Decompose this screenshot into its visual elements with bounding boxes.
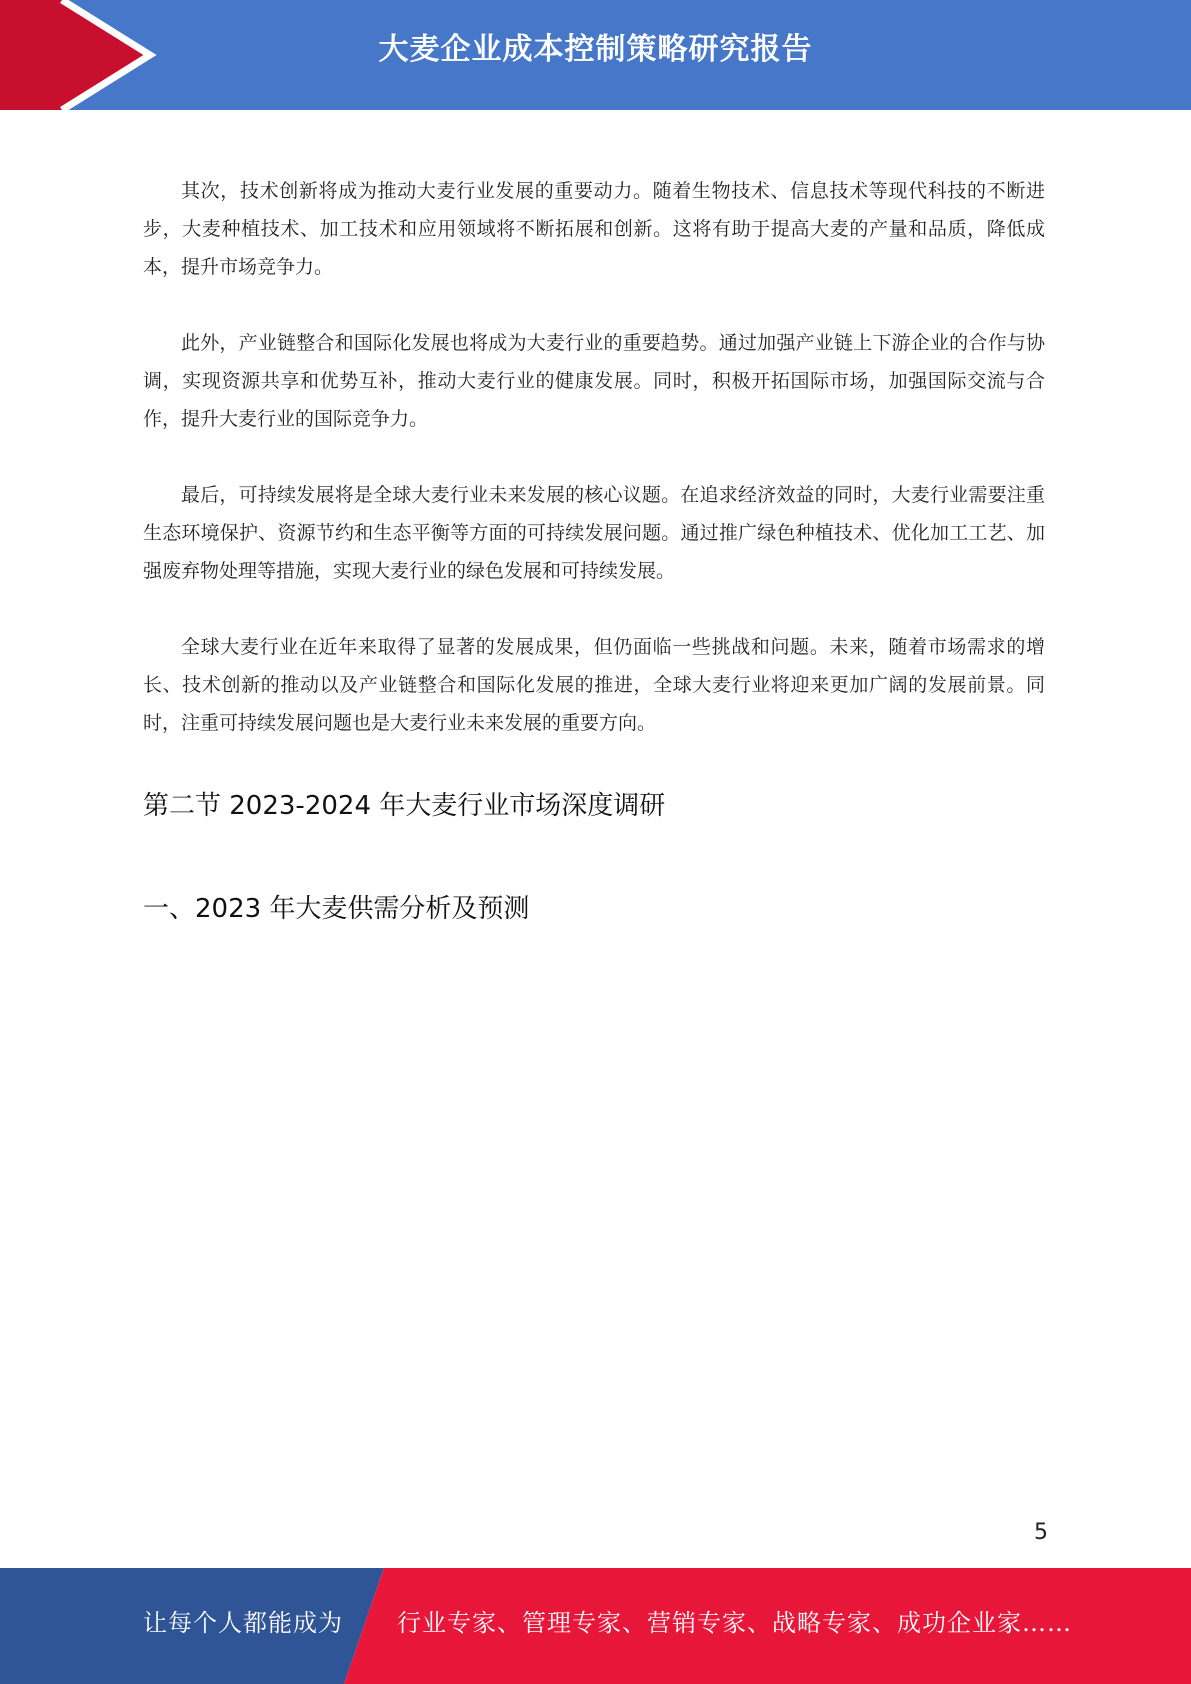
- footer-banner: [0, 1568, 1191, 1684]
- sub-heading: 一、2023 年大麦供需分析及预测: [143, 894, 530, 924]
- section-heading: 第二节 2023-2024 年大麦行业市场深度调研: [143, 791, 666, 821]
- paragraph-industry-chain: 此外，产业链整合和国际化发展也将成为大麦行业的重要趋势。通过加强产业链上下游企业的合作与协调，实现资源共享和优势互补，推动大麦行业的健康发展。同时，积极开拓国际市场，加强国际交流与合作，提升大麦行业的国际竞争力。: [143, 332, 1045, 430]
- page-number: 5: [1034, 1520, 1048, 1545]
- paragraph-sustainability: 最后，可持续发展将是全球大麦行业未来发展的核心议题。在追求经济效益的同时，大麦行业需要注重生态环境保护、资源节约和生态平衡等方面的可持续发展问题。通过推广绿色种植技术、优化加工工艺、加强废弃物处理等措施，实现大麦行业的绿色发展和可持续发展。: [143, 484, 1045, 582]
- document-title: 大麦企业成本控制策略研究报告: [378, 32, 813, 67]
- paragraph-summary: 全球大麦行业在近年来取得了显著的发展成果，但仍面临一些挑战和问题。未来，随着市场需求的增长、技术创新的推动以及产业链整合和国际化发展的推进，全球大麦行业将迎来更加广阔的发展前景。同时，注重可持续发展问题也是大麦行业未来发展的重要方向。: [143, 636, 1045, 734]
- body-content: [143, 172, 1045, 780]
- footer-slogan-right: 行业专家、管理专家、营销专家、战略专家、成功企业家……: [397, 1609, 1072, 1637]
- header-banner: [0, 0, 1191, 110]
- footer-slogan-left: 让每个人都能成为: [143, 1609, 343, 1637]
- paragraph-tech-innovation: 其次，技术创新将成为推动大麦行业发展的重要动力。随着生物技术、信息技术等现代科技的不断进步，大麦种植技术、加工技术和应用领域将不断拓展和创新。这将有助于提高大麦的产量和品质，降低成本，提升市场竞争力。: [143, 180, 1045, 278]
